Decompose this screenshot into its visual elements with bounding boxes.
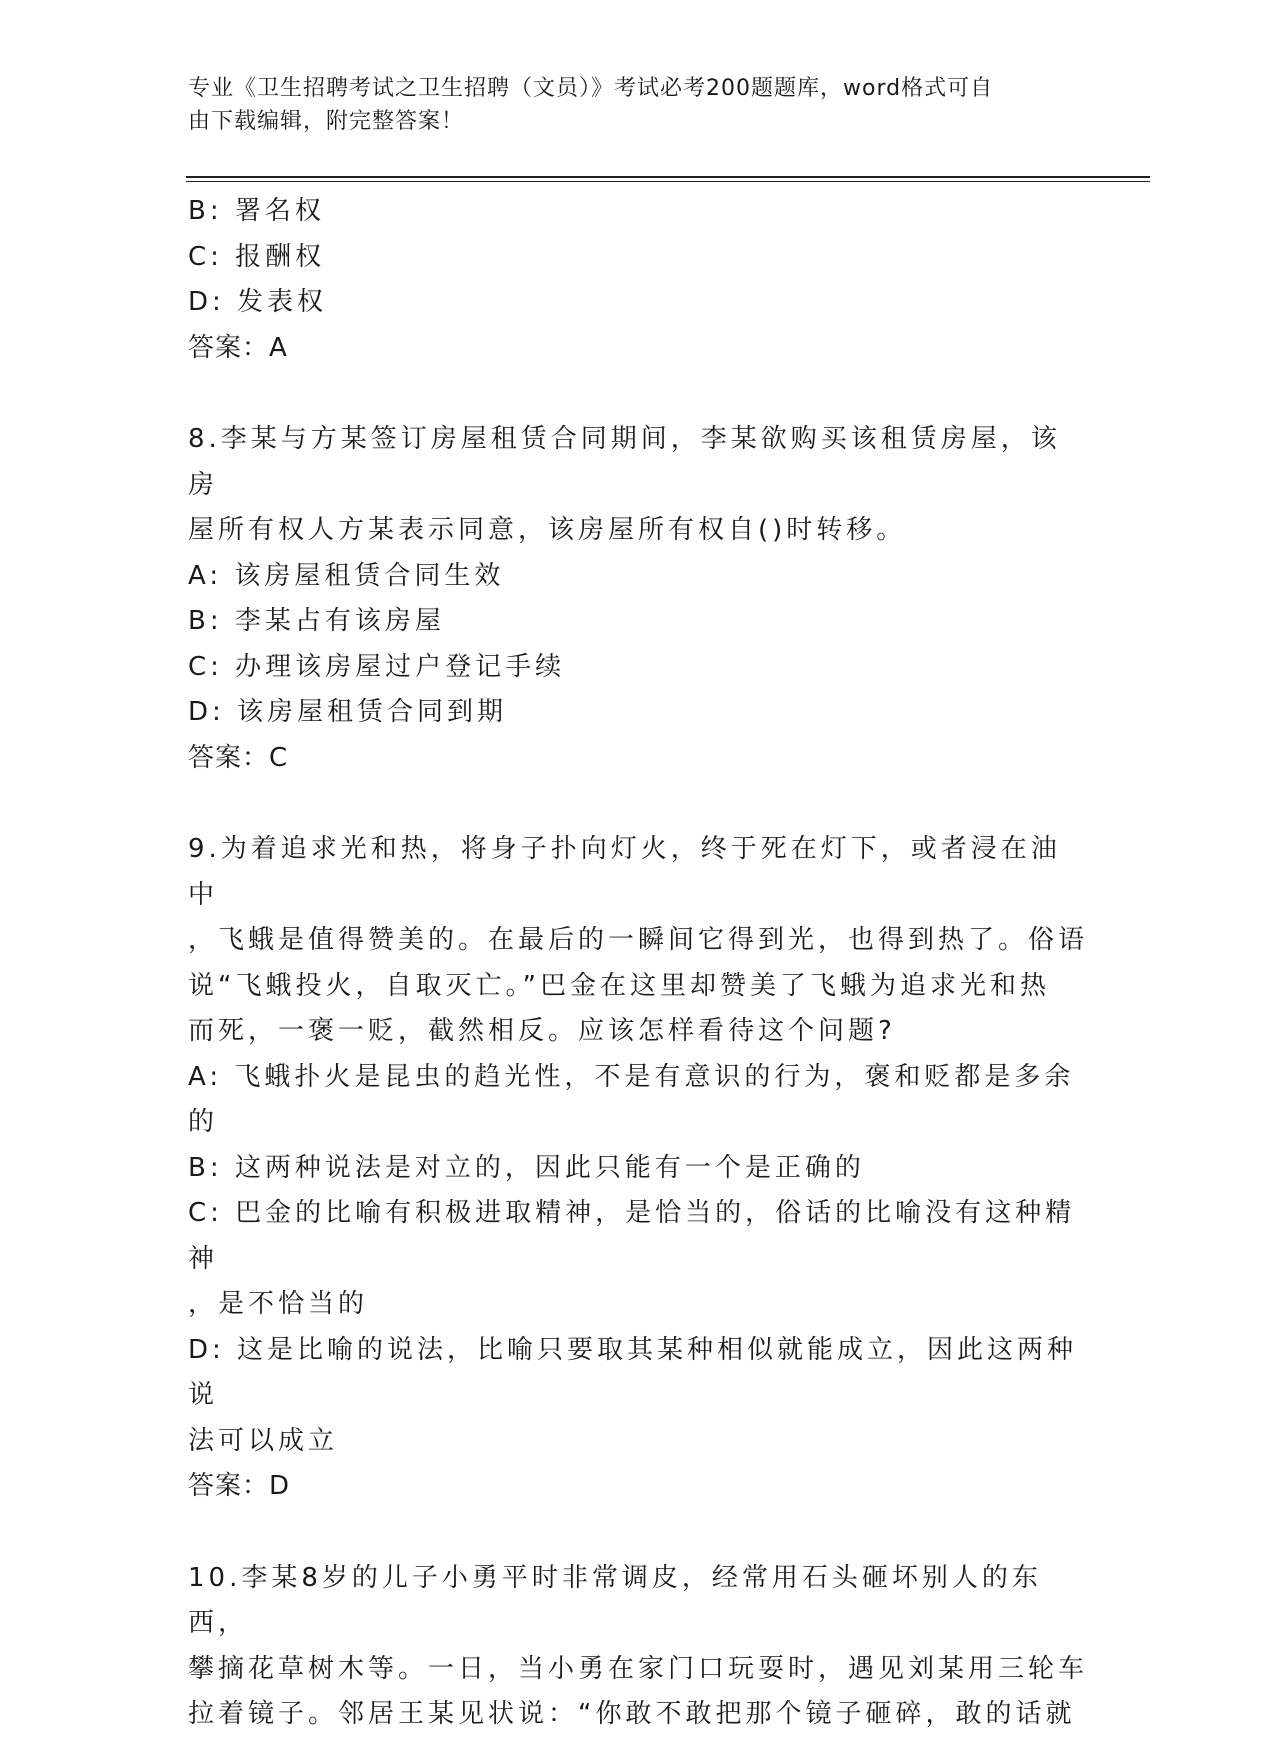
question-7-tail <box>188 189 1088 371</box>
answer: 答案：C <box>188 742 289 773</box>
header-line-1: 专业《卫生招聘考试之卫生招聘（文员）》考试必考200题题库，word格式可自 <box>188 76 994 101</box>
option-d: D: 这是比喻的说法，比喻只要取其某种相似就能成立，因此这两种说 <box>188 1334 1078 1410</box>
question-stem: 9.为着追求光和热，将身子扑向灯火，终于死在灯下，或者浸在油中 <box>188 834 1061 910</box>
option-b: B: 这两种说法是对立的，因此只能有一个是正确的 <box>188 1152 865 1183</box>
page-header <box>188 72 1068 138</box>
option-c: C: 报酬权 <box>188 241 326 272</box>
option-d-cont: 法可以成立 <box>188 1425 339 1456</box>
question-10 <box>188 1556 1088 1738</box>
question-stem: 而死，一褒一贬，截然相反。应该怎样看待这个问题? <box>188 1016 896 1046</box>
option-c: C: 巴金的比喻有积极进取精神，是恰当的，俗话的比喻没有这种精神 <box>188 1198 1076 1274</box>
answer: 答案：A <box>188 332 288 363</box>
option-c-cont: ，是不恰当的 <box>188 1289 369 1319</box>
header-rule-thin <box>186 181 1150 182</box>
question-stem: 10.李某8岁的儿子小勇平时非常调皮，经常用石头砸坏别人的东西， <box>188 1562 1042 1638</box>
header-line-2: 由下载编辑，附完整答案！ <box>188 109 465 134</box>
question-stem: 攀摘花草树木等。一日，当小勇在家门口玩耍时，遇见刘某用三轮车 <box>188 1653 1089 1684</box>
option-c: C: 办理该房屋过户登记手续 <box>188 651 566 682</box>
question-stem: 8.李某与方某签订房屋租赁合同期间，李某欲购买该租赁房屋，该房 <box>188 424 1061 500</box>
question-stem: 说“飞蛾投火，自取灭亡。”巴金在这里却赞美了飞蛾为追求光和热 <box>188 970 1050 1001</box>
option-b: B: 署名权 <box>188 196 325 226</box>
question-list <box>188 189 1088 1738</box>
option-d: D: 发表权 <box>188 287 328 317</box>
question-stem: 拉着镜子。邻居王某见状说：“你敢不敢把那个镜子砸碎，敢的话就 <box>188 1699 1076 1729</box>
question-9 <box>188 827 1088 1510</box>
option-b: B: 李某占有该房屋 <box>188 606 445 636</box>
option-a: A: 飞蛾扑火是昆虫的趋光性，不是有意识的行为，褒和贬都是多余的 <box>188 1061 1075 1137</box>
answer: 答案：D <box>188 1471 291 1501</box>
question-8 <box>188 417 1088 781</box>
question-stem: 屋所有权人方某表示同意，该房屋所有权自()时转移。 <box>188 515 907 545</box>
question-stem: ，飞蛾是值得赞美的。在最后的一瞬间它得到光，也得到热了。俗语 <box>188 925 1089 955</box>
header-rule-thick <box>186 176 1150 178</box>
option-a: A: 该房屋租赁合同生效 <box>188 560 505 591</box>
option-d: D: 该房屋租赁合同到期 <box>188 697 508 727</box>
